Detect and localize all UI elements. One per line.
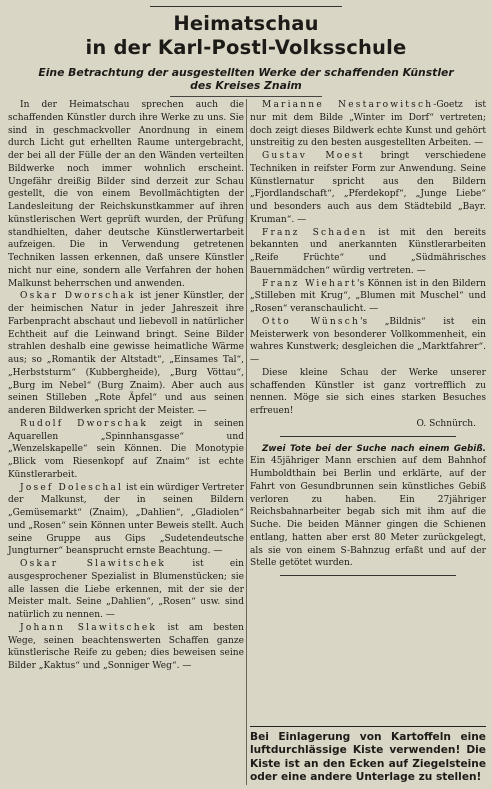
notice-box: Bei Einlagerung von Kartoffeln eine luftdurchlässige Kiste verwenden! Die Kiste ist an den Ecken auf Ziegelsteine oder eine andere Unterlage zu stellen! [250, 726, 486, 785]
news-lead: Zwei Tote bei der Suche nach einem Gebiß. [262, 443, 486, 454]
article-paragraph: In der Heimatschau sprechen auch die schaffenden Künstler durch ihre Werke zu uns. Sie sind in geschmackvoller Anordnung in einem durch Licht gut erhellten Raume untergebracht, der bei all der Fülle der an den Wänden verteilten Bildwerke noch immer wohnlich erscheint. Ungefähr dreißig Bilder sind derzeit zur Schau gestellt, die von einem Bevollmächtigten der Landesleitung der Reichskunstkammer auf ihren künstlerischen Wert geprüft wurden, der Prüfung standhielten, daher deutsche Künstlerwertarbeit aufzeigen. Die in Verwendung getretenen Techniken lassen erkennen, daß unsere Künstler nicht nur eine, sondern alle Verfahren der hohen Malkunst beherrschen und anwenden. [8, 100, 244, 289]
artist-name: Johann Slawitschek [20, 622, 158, 633]
artist-name: Josef Doleschal [20, 482, 124, 493]
article-paragraph: Oskar Slawitschek ist ein ausgesprochener Spezialist in Blumenstücken; sie alle lassen die Liebe erkennen, mit der sie der Meister malt. Seine „Dahlien“, „Rosen“ usw. sind natürlich zu nennen. — [8, 559, 244, 620]
artist-name: Oskar Dworschak [20, 291, 136, 302]
artist-name: Franz Wiehart [262, 278, 358, 289]
article-paragraph: Rudolf Dworschak zeigt in seinen Aquarellen „Spinnhansgasse“ und „Wenzelskapelle“ sein Können. Die Monotypie „Blick vom Riesenkopf auf Znaim“ ist echte Künstlerarbeit. [8, 418, 244, 480]
article-paragraph: Diese kleine Schau der Werke unserer schaffenden Künstler ist ganz vortrefflich zu nennen. Möge sie sich eines starken Besuches erfreuen! [250, 367, 486, 416]
headline-line-1: Heimatschau [173, 12, 319, 35]
article-column-right [250, 99, 486, 582]
column-divider [246, 99, 247, 785]
article-paragraph: Marianne Nestarowitsch-Goetz ist nur mit dem Bilde „Winter im Dorf“ vertreten; doch zeigt dieses Bildwerk echte Kunst und gehört unstreitig zu den besten ausgestellten Arbeiten. — [250, 100, 486, 149]
artist-name: Franz Schaden [262, 227, 368, 238]
article-paragraph: Franz Wiehart's Können ist in den Bildern „Stilleben mit Krug“, „Blumen mit Muschel“ und „Rosen“ veranschaulicht. — [250, 278, 486, 314]
news-item [250, 443, 486, 571]
article-paragraph: Oskar Dworschak ist jener Künstler, der der heimischen Natur in jeder Jahreszeit ihre Farbenpracht abschaut und liebevoll in natürlicher Echtheit auf die Leinwand bringt. Seine Bilder strahlen deshalb eine gewisse heimatliche Wärme aus; so „Romantik der Altstadt“, „Einsames Tal“, „Herbststurm“ (Kubbergheide), „Burg Vöttau“, „Burg im Nebel“ (Burg Znaim). Aber auch aus seinen Stilleben „Rote Äpfel“ und aus seinen anderen Bildwerken spricht der Meister. — [8, 291, 244, 416]
article-paragraph: Franz Schaden ist mit den bereits bekannten und anerkannten Künstlerarbeiten „Reife Früchte“ und „Südmährisches Bauernmädchen“ würdig vertreten. — [250, 227, 486, 276]
headline-line-2: in der Karl-Postl-Volksschule [85, 36, 407, 59]
headline [0, 12, 492, 60]
article-paragraph: Josef Doleschal ist ein würdiger Vertreter der Malkunst, der in seinen Bildern „Gemüsemarkt“ (Znaim), „Dahlien“, „Gladiolen“ und „Rosen“ sein Können unter Beweis stellt. Auch seine Gruppe aus Gips „Sudetendeutsche Jungturner“ beansprucht ernste Beachtung. — [8, 482, 244, 557]
section-rule [280, 436, 456, 437]
top-rule [150, 6, 342, 7]
artist-name: Oskar Slawitschek [20, 559, 167, 569]
subheadline [0, 66, 492, 92]
article-column-left [8, 99, 244, 673]
article-paragraph: Otto Wünsch's „Bildnis“ ist ein Meisterwerk von besonderer Vollkommenheit, ein wahres Kunstwerk; desgleichen die „Marktfahrer“. — [250, 316, 486, 365]
artist-name: Otto Wünsch [262, 316, 361, 327]
article-paragraph: Johann Slawitschek ist am besten Wege, seinen beachtenswerten Schaffen ganze künstlerische Reife zu geben; dies beweisen seine Bilder „Kaktus“ und „Sonniger Weg“. — [8, 622, 244, 671]
artist-name: Rudolf Dworschak [20, 418, 149, 429]
subheadline-rule [170, 96, 322, 97]
artist-name: Gustav Moest [262, 151, 365, 161]
artist-name: Marianne Nestarowitsch [262, 100, 434, 110]
author-signature: O. Schnürch. [416, 418, 476, 429]
news-paragraph: Zwei Tote bei der Suche nach einem Gebiß. Ein 45jähriger Mann erschien auf dem Bahnhof Humboldthain bei Berlin und erklärte, auf der Fahrt von Gesundbrunnen sein künstliches Gebiß verloren zu haben. Ein 27jähriger Reichsbahnarbeiter begab sich mit ihm auf die Suche. Die beiden Männer gingen die Schienen entlang, hatten aber erst 80 Meter zurückgelegt, als sie von einem S-Bahnzug erfaßt und auf der Stelle getötet wurden. [250, 443, 486, 569]
section-rule [280, 575, 456, 576]
subheadline-line-1: Eine Betrachtung der ausgestellten Werke der schaffenden Künstler [38, 66, 454, 79]
subheadline-line-2: des Kreises Znaim [190, 79, 302, 92]
article-paragraph: Gustav Moest bringt verschiedene Techniken in reifster Form zur Anwendung. Seine Künstlernatur spricht aus den Bildern „Fjordlandschaft“, „Pferdekopf“, „Junge Liebe“ und besonders auch aus dem Städtebild „Bayr. Kruman“. — [250, 151, 486, 225]
